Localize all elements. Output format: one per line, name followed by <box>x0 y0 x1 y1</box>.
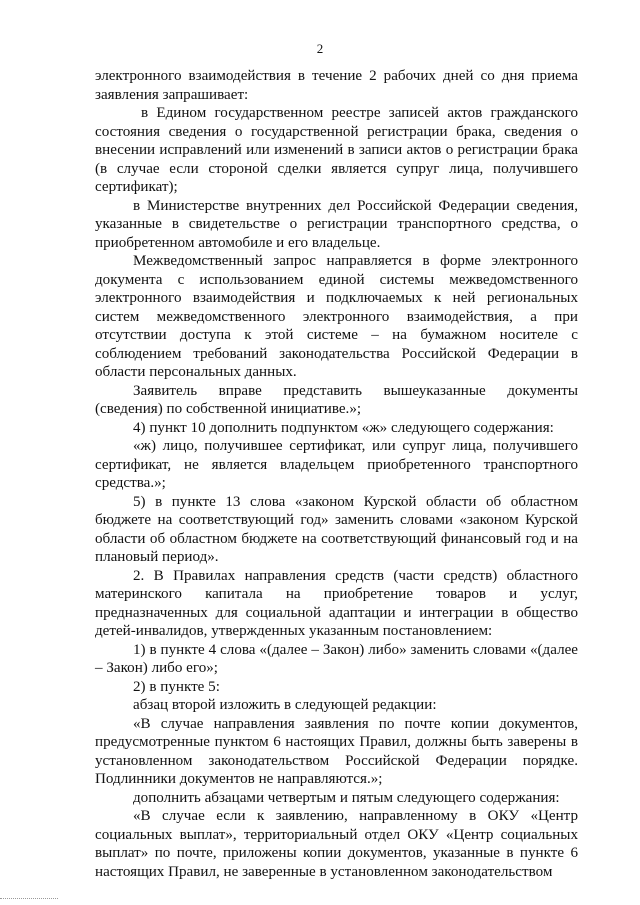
page-number: 2 <box>316 41 324 56</box>
paragraph-continuation: электронного взаимодействия в течение 2 рабочих дней со дня приема заявления запрашивает: <box>95 68 578 103</box>
paragraph-item-5: 5) в пункте 13 слова «законом Курской области об областном бюджете на соответствующий год» заменить словами «законом Курской области об областном бюджете на соответствующий финансовый год и на плановый период». <box>95 493 578 565</box>
paragraph-applicant-right: Заявитель вправе представить вышеуказанные документы (сведения) по собственной инициативе.»; <box>95 382 578 417</box>
paragraph-mail-copies: «В случае направления заявления по почте копии документов, предусмотренные пунктом 6 настоящих Правил, должны быть заверены в установленном законодательством Российской Федерации порядке. Подлинники документов не направляются.»; <box>95 715 578 787</box>
paragraph-second-subparagraph: абзац второй изложить в следующей редакции: <box>133 697 437 713</box>
paragraph-item-4: 4) пункт 10 дополнить подпунктом «ж» следующего содержания: <box>133 419 554 436</box>
paragraph-add-subparagraphs: дополнить абзацами четвертым и пятым следующего содержания: <box>133 789 560 806</box>
paragraph-rule-item-1: 1) в пункте 4 слова «(далее – Закон) либо» заменить словами «(далее – Закон) либо его»; <box>95 641 578 676</box>
paragraph-rule-item-2: 2) в пункте 5: <box>133 678 220 695</box>
document-body <box>95 67 578 881</box>
paragraph-social-payments-center: «В случае если к заявлению, направленному в ОКУ «Центр социальных выплат», территориальный отдел ОКУ «Центр социальных выплат» по почте, приложены копии документов, указанные в пункте 6 настоящих Правил, не заверенные в установленном законодательством <box>95 808 578 880</box>
paragraph-registry-request: в Едином государственном реестре записей актов гражданского состояния сведения о государственной регистрации брака, сведения о внесении исправлений или изменений в записи актов о регистрации брака (в случае если стороной сделки является супруг лица, получившего сертификат); <box>95 105 578 195</box>
paragraph-subitem-zh: «ж) лицо, получившее сертификат, или супруг лица, получившего сертификат, не является владельцем приобретенного транспортного средства.»; <box>95 438 578 491</box>
paragraph-interior-ministry-request: в Министерстве внутренних дел Российской Федерации сведения, указанные в свидетельстве о регистрации транспортного средства, о приобретенном автомобиле и его владельце. <box>95 197 578 251</box>
paragraph-interagency-request: Межведомственный запрос направляется в форме электронного документа с использованием единой системы межведомственного электронного взаимодействия и подключаемых к ней региональных систем межведомственного электронного взаимодействия, а при отсутствии доступа к этой системе – на бумажном носителе с соблюдением требований законодательства Российской Федерации в области персональных данных. <box>95 253 578 380</box>
scan-margin-mark <box>0 898 58 899</box>
paragraph-section-2: 2. В Правилах направления средств (части средств) областного материнского капитала на приобретение товаров и услуг, предназначенных для социальной адаптации и интеграции в общество детей-инвалидов, утвержденных указанным постановлением: <box>95 567 578 639</box>
